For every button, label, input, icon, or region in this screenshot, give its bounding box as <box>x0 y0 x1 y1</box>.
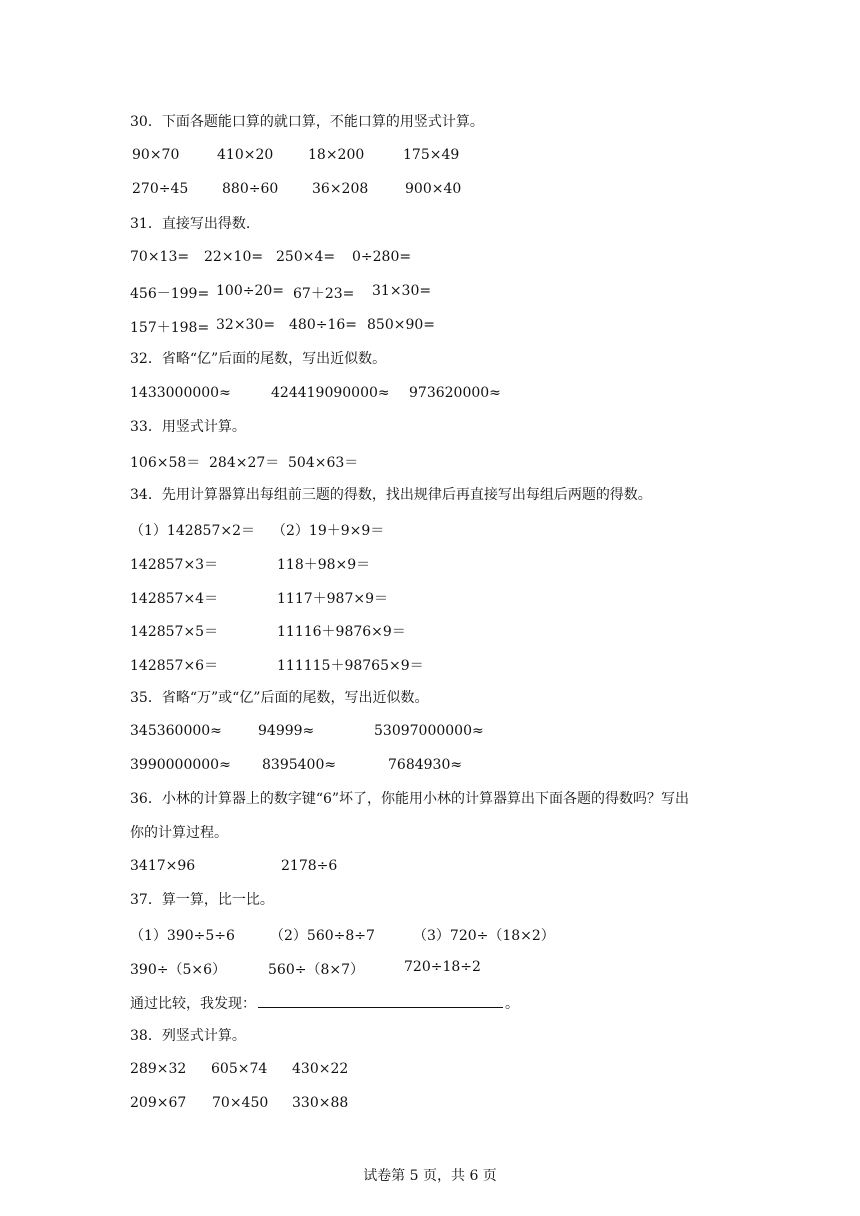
expression: 270÷45 <box>132 181 189 197</box>
q36-title-line2: 你的计算过程。 <box>130 825 228 841</box>
expression: 22×10= <box>204 249 264 265</box>
expression: 605×74 <box>211 1061 268 1077</box>
expression: 142857×3＝ <box>130 557 219 573</box>
expression: 410×20 <box>217 147 274 163</box>
expression: 106×58＝ <box>130 455 201 471</box>
q37-title: 37．算一算，比一比。 <box>130 892 274 908</box>
q33-title: 33．用竖式计算。 <box>130 419 246 435</box>
conclusion-suffix: 。 <box>505 996 519 1012</box>
expression: （2）19＋9×9＝ <box>272 523 385 539</box>
expression: 480÷16= <box>289 317 357 333</box>
expression: 424419090000≈ <box>271 385 390 401</box>
expression: 94999≈ <box>258 723 315 739</box>
expression: 330×88 <box>292 1095 349 1111</box>
expression: 900×40 <box>405 181 462 197</box>
q36-title-line1: 36．小林的计算器上的数字键“6”坏了，你能用小林的计算器算出下面各题的得数吗？写出 <box>130 791 690 807</box>
expression: 67＋23= <box>293 286 355 302</box>
q38-title: 38．列竖式计算。 <box>130 1028 246 1044</box>
expression: 142857×4＝ <box>130 591 219 607</box>
expression: 0÷280= <box>352 249 412 265</box>
expression: （1）390÷5÷6 <box>130 928 235 944</box>
expression: 3417×96 <box>130 858 196 874</box>
expression: 142857×5＝ <box>130 624 219 640</box>
expression: 53097000000≈ <box>374 723 484 739</box>
expression: 118＋98×9＝ <box>277 557 371 573</box>
conclusion-prefix: 通过比较，我发现： <box>130 996 256 1012</box>
expression: 504×63＝ <box>288 455 359 471</box>
expression: 1117＋987×9＝ <box>277 591 388 607</box>
expression: 175×49 <box>403 147 460 163</box>
expression: 70×450 <box>212 1095 269 1111</box>
expression: 973620000≈ <box>409 385 501 401</box>
expression: 70×13= <box>130 249 190 265</box>
expression: 720÷18÷2 <box>404 959 481 975</box>
expression: 560÷（8×7） <box>268 962 364 978</box>
expression: 209×67 <box>130 1095 187 1111</box>
q37-conclusion <box>130 993 519 1013</box>
expression: 880÷60 <box>222 181 279 197</box>
expression: 345360000≈ <box>130 723 222 739</box>
expression: 3990000000≈ <box>130 757 231 773</box>
expression: 456－199= <box>130 286 210 302</box>
q31-title: 31．直接写出得数. <box>130 216 251 232</box>
expression: 390÷（5×6） <box>130 962 226 978</box>
expression: 100÷20= <box>216 283 284 299</box>
q30-title: 30．下面各题能口算的就口算，不能口算的用竖式计算。 <box>130 114 484 130</box>
expression: 250×4= <box>276 249 336 265</box>
expression: 32×30= <box>216 317 276 333</box>
page-footer: 试卷第 5 页，共 6 页 <box>363 1168 497 1184</box>
expression: 2178÷6 <box>281 858 338 874</box>
expression: 31×30= <box>372 283 432 299</box>
expression: 284×27＝ <box>209 455 280 471</box>
q34-title: 34．先用计算器算出每组前三题的得数，找出规律后再直接写出每组后两题的得数。 <box>130 487 652 503</box>
expression: 1433000000≈ <box>130 385 231 401</box>
expression: 8395400≈ <box>262 757 337 773</box>
q32-title: 32．省略“亿”后面的尾数，写出近似数。 <box>130 351 387 367</box>
expression: （2）560÷8÷7 <box>270 928 375 944</box>
expression: 142857×6＝ <box>130 658 219 674</box>
expression: 430×22 <box>292 1061 349 1077</box>
expression: 18×200 <box>308 147 365 163</box>
expression: （1）142857×2＝ <box>130 523 255 539</box>
expression: 7684930≈ <box>388 757 463 773</box>
expression: 90×70 <box>132 147 180 163</box>
expression: 36×208 <box>312 181 369 197</box>
expression: 850×90= <box>367 317 435 333</box>
expression: （3）720÷（18×2） <box>413 928 555 944</box>
q35-title: 35．省略“万”或“亿”后面的尾数，写出近似数。 <box>130 690 429 706</box>
answer-blank[interactable] <box>258 993 503 1008</box>
expression: 289×32 <box>130 1061 187 1077</box>
expression: 111115＋98765×9＝ <box>277 658 424 674</box>
expression: 11116＋9876×9＝ <box>277 624 406 640</box>
expression: 157＋198= <box>130 320 210 336</box>
